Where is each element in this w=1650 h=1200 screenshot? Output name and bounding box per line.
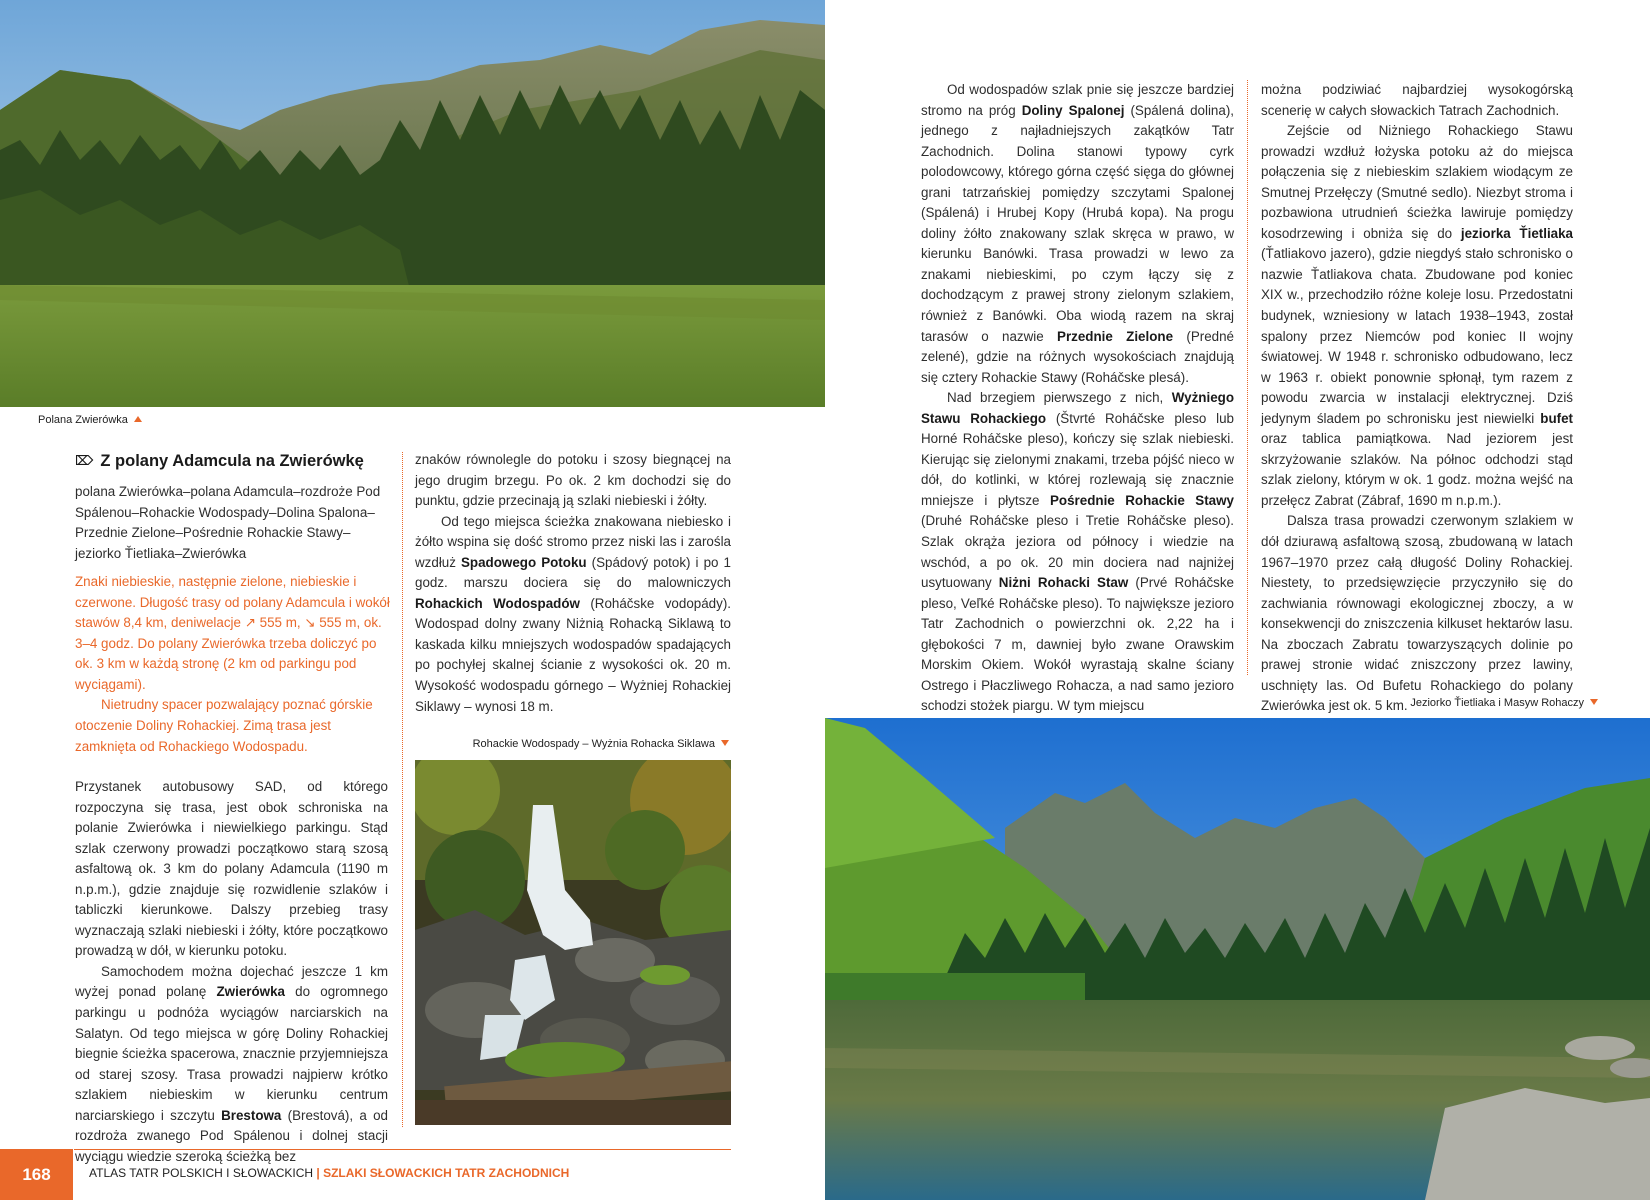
- footer-rule: [74, 1149, 731, 1150]
- column-2: [415, 450, 731, 717]
- footer-separator: |: [316, 1166, 320, 1180]
- route-title-text: Z polany Adamcula na Zwierówkę: [100, 452, 364, 470]
- book-title: ATLAS TATR POLSKICH I SŁOWACKICH: [89, 1166, 314, 1180]
- col1-paragraph-2: Samochodem można dojechać jeszcze 1 km wyżej ponad polanę Zwierówka do ogromnego parkingu u podnóża wyciągów narciarskich na Salatyn. Od tego miejsca w górę Doliny Rohackiej biegnie ścieżka spacerowa, znacznie przyjemniejsza od starej szosy. Trasa prowadzi najpierw krótko szlakiem niebieskim w kierunku centrum narciarskiego i szczytu Brestowa (Brestová), a od rozdroża zwanego Pod Spálenou i dolnej stacji wyciągu wiedzie szeroką ścieżką bez: [75, 963, 388, 1164]
- caption-polana-zwierowka: [38, 414, 142, 426]
- column-4: [1261, 80, 1573, 717]
- column-divider-1: [402, 452, 403, 1127]
- caption-arrow-up-icon: [134, 416, 142, 422]
- route-box: [75, 452, 391, 757]
- caption-wodospady: [415, 738, 729, 750]
- caption-jeziorko: [1300, 697, 1598, 709]
- caption-text: Rohackie Wodospady – Wyżnia Rohacka Siklawa: [472, 738, 715, 750]
- col1-paragraph-1: Przystanek autobusowy SAD, od którego rozpoczyna się trasa, jest obok schroniska na polanie Zwierówka i niewielkiego parkingu. Stąd szlak czerwony prowadzi początkowo starą szosą asfaltową ok. 3 km do polany Adamcula (1190 m n.p.m.), gdzie znajduje się rozwidlenie szlaków i tabliczki kierunkowe. Dalszy przebieg trasy wyznaczają szlaki niebieski i żółty, które początkowo prowadzą w dół, w kierunku potoku.: [75, 779, 388, 959]
- column-1: [75, 777, 388, 1167]
- caption-arrow-down-icon: [1590, 699, 1598, 705]
- col2-paragraph-2: Od tego miejsca ścieżka znakowana niebiesko i żółto wspina się dość stromo przez niski las i zarośla wzdłuż Spadowego Potoku (Spádový potok) i po 1 godz. marszu dociera się do malowniczych Rohackich Wodospadów (Roháčske vodopády). Wodospad dolny zwany Niżnią Rohacką Siklawą to kaskada kilku mniejszych wodospadów spadających po pochyłej skalnej ścianie z wysokości ok. 20 m. Wysokość wodospadu górnego – Wyżniej Rohackiej Siklawy – wynosi 18 m.: [415, 513, 731, 714]
- col2-paragraph-1: znaków równolegle do potoku i szosy biegnącej na jego drugim brzegu. Po ok. 2 km dochodzi się do punktu, gdzie przecinają ją szlaki niebieski i żółty.: [415, 452, 731, 509]
- section-title: SZLAKI SŁOWACKICH TATR ZACHODNICH: [323, 1166, 570, 1180]
- column-3: [921, 80, 1234, 717]
- route-path: polana Zwierówka–polana Adamcula–rozdroże Pod Spálenou–Rohackie Wodospady–Dolina Spalona–Przednie Zielone–Pośrednie Rohackie Stawy–jeziorko Ťietliaka–Zwierówka: [75, 484, 381, 561]
- caption-arrow-down-icon: [721, 740, 729, 746]
- route-info: Znaki niebieskie, następnie zielone, niebieskie i czerwone. Długość trasy od polany Adamcula i wokół stawów 8,4 km, deniwelacje ↗ 555 m, ↘ 555 m, ok. 3–4 godz. Do polany Zwierówka trzeba doliczyć po ok. 3 km w każdą stronę (2 km od parkingu pod wyciągami).: [75, 574, 390, 692]
- route-sign-icon: ⌦: [75, 453, 94, 468]
- col3-paragraph-1: Od wodospadów szlak pnie się jeszcze bardziej stromo na próg Doliny Spalonej (Spálená dolina), jednego z najładniejszych zakątków Tatr Zachodnich. Dolina stanowi typowy cyrk polodowcowy, którego górna część sięga do głównej grani tatrzańskiej pomiędzy szczytami Spalonej (Spálená) i Hrubej Kopy (Hrubá kopa). Na progu doliny żółto znakowany szlak skręca w prawo, w kierunku Banówki. Trasa prowadzi w lewo za znakami niebieskimi, po czym łączy się z dochodzącym z prawej strony zielonym szlakiem, również z Banówki. Oba wiodą razem na skraj tarasów o nazwie Przednie Zielone (Predné zelené), gdzie na różnych wysokościach znajdują się cztery Rohackie Stawy (Roháčske plesá).: [921, 82, 1234, 385]
- footer-title: [89, 1166, 569, 1180]
- photo-rohackie-wodospady: [415, 760, 731, 1125]
- caption-text: Jeziorko Ťietliaka i Masyw Rohaczy: [1410, 697, 1584, 709]
- route-note: Nietrudny spacer pozwalający poznać górskie otoczenie Doliny Rohackiej. Zimą trasa jest zamknięta od Rohackiego Wodospadu.: [75, 697, 373, 754]
- col4-paragraph-2: Zejście od Niżniego Rohackiego Stawu prowadzi wzdłuż łożyska potoku aż do miejsca połączenia się z niebieskim szlakiem wiodącym ze Smutnej Przełęczy (Smutné sedlo). Niezbyt stroma i pozbawiona utrudnień ścieżka lawiruje pomiędzy kosodrzewing i obniża się do jeziorka Ťietliaka (Ťatliakovo jazero), gdzie niegdyś stało schronisko o nazwie Ťatliakova chata. Zbudowane pod koniec XIX w., przechodziło różne koleje losu. Przedostatni budynek, wzniesiony w latach 1938–1943, został spalony przez Niemców pod koniec II wojny światowej. W 1948 r. schronisko odbudowano, lecz w 1963 r. obiekt ponownie spłonął, tym razem z powodu zwarcia w instalacji elektrycznej. Dziś jedynym śladem po schronisku jest niewielki bufet oraz tablica pamiątkowa. Nad jeziorem jest skrzyżowanie szlaków. Na północ odchodzi stąd szlak zielony, którym w ok. 1 godz. można wejść na przełęcz Zabrat (Zábraf, 1690 m n.p.m.).: [1261, 123, 1574, 508]
- page-footer: [0, 1149, 825, 1200]
- col4-paragraph-3: Dalsza trasa prowadzi czerwonym szlakiem w dół dziurawą asfaltową szosą, zbudowaną w latach 1967–1970 przez całą długość Doliny Rohackiej. Niestety, to przedsięwzięcie przyczyniło się do zachwiania równowagi ekologicznej zboczy, a w konsekwencji do zniszczenia kilkuset hektarów lasu. Na zboczach Zabratu towarzyszących dolinie po prawej stronie widać zniszczony przez lawiny, uschnięty las. Od Bufetu Rohackiego do polany Zwierówka jest ok. 5 km.: [1261, 513, 1573, 714]
- col3-paragraph-2: Nad brzegiem pierwszego z nich, Wyżniego Stawu Rohackiego (Štvrté Roháčske pleso lub Horné Roháčske pleso), kończy się szlak niebieski. Kierując się zielonymi znakami, trzeba pójść nieco w dół, do kotlinki, w której rozlewają się znacznie mniejsze i płytsze Pośrednie Rohackie Stawy (Druhé Roháčske pleso i Tretie Roháčske pleso). Szlak okrąża jeziora od północy i wiedzie na wschód, a po ok. 20 min dociera nad najniżej usytuowany Niżni Rohacki Staw (Prvé Roháčske pleso, Veľké Roháčske pleso). To największe jezioro Tatr Zachodnich o powierzchni ok. 2,22 ha i głębokości 7 m, dawniej było zwane Orawskim Morskim Okiem. Wokół wyrastają skalne ściany Ostrego i Płaczliwego Rohacza, a nad samo jezioro schodzi stożek piargu. W tym miejscu: [921, 390, 1234, 714]
- route-title: [75, 452, 391, 471]
- caption-text: Polana Zwierówka: [38, 414, 128, 426]
- col4-paragraph-1: można podziwiać najbardziej wysokogórską scenerię w całych słowackich Tatrach Zachodnich.: [1261, 82, 1573, 118]
- column-divider-2: [1247, 80, 1248, 675]
- page-number: 168: [0, 1149, 73, 1200]
- photo-jeziorko-tietliaka: [825, 718, 1650, 1200]
- photo-polana-zwierowka: [0, 0, 825, 407]
